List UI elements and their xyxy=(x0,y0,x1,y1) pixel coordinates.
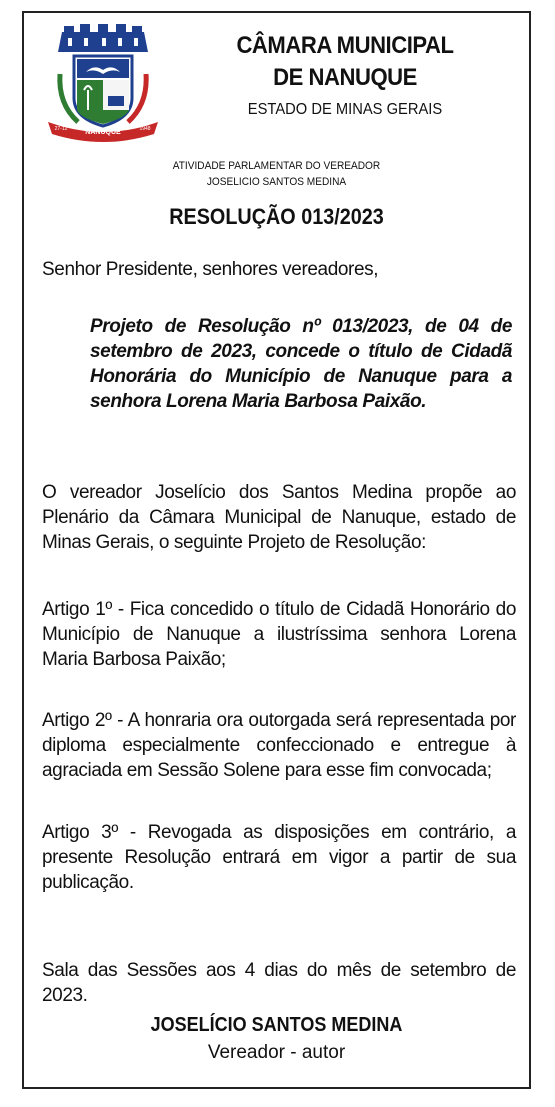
article-2-paragraph: Artigo 2º - A honraria ora outorgada será representada por diploma especialmente confeccionado e entregue à agraciada em Sessão Solene para esse fim convocada; xyxy=(42,710,516,781)
activity-caption xyxy=(44,158,509,190)
ementa-paragraph: Projeto de Resolução nº 013/2023, de 04 de setembro de 2023, concede o título de Cidadã Honorária do Município de Nanuque para a senhora Lorena Maria Barbosa Paixão. xyxy=(90,316,512,412)
org-name-line1: CÂMARA MUNICIPAL xyxy=(236,32,454,59)
greeting-paragraph: Senhor Presidente, senhores vereadores, xyxy=(42,259,379,280)
intro-paragraph: O vereador Joselício dos Santos Medina propõe ao Plenário da Câmara Municipal de Nanuque, estado de Minas Gerais, o seguinte Projeto de Resolução: xyxy=(42,482,516,553)
signature-role: Vereador - autor xyxy=(207,1042,346,1063)
org-name-line2: DE NANUQUE xyxy=(273,64,417,91)
article-3-paragraph: Artigo 3º - Revogada as disposições em contrário, a presente Resolução entrará em vigor a partir de sua publicação. xyxy=(42,822,516,893)
activity-line1: ATIVIDADE PARLAMENTAR DO VEREADOR xyxy=(172,160,381,172)
crest-shield xyxy=(74,56,132,126)
svg-text:27-12: 27-12 xyxy=(54,126,68,132)
signature-name: JOSELÍCIO SANTOS MEDINA xyxy=(150,1014,403,1036)
article-1-paragraph: Artigo 1º - Fica concedido o título de Cidadã Honorário do Município de Nanuque a ilustríssima senhora Lorena Maria Barbosa Paixão; xyxy=(42,599,516,670)
svg-text:NANUQUE: NANUQUE xyxy=(85,129,121,136)
document-header xyxy=(170,30,520,122)
svg-text:1948: 1948 xyxy=(139,126,151,132)
coat-of-arms-icon xyxy=(44,24,162,142)
activity-line2: JOSELICIO SANTOS MEDINA xyxy=(206,176,347,188)
closing-paragraph: Sala das Sessões aos 4 dias do mês de setembro de 2023. xyxy=(42,960,516,1006)
state-name: ESTADO DE MINAS GERAIS xyxy=(247,101,443,118)
resolution-title: RESOLUÇÃO 013/2023 xyxy=(169,204,384,229)
